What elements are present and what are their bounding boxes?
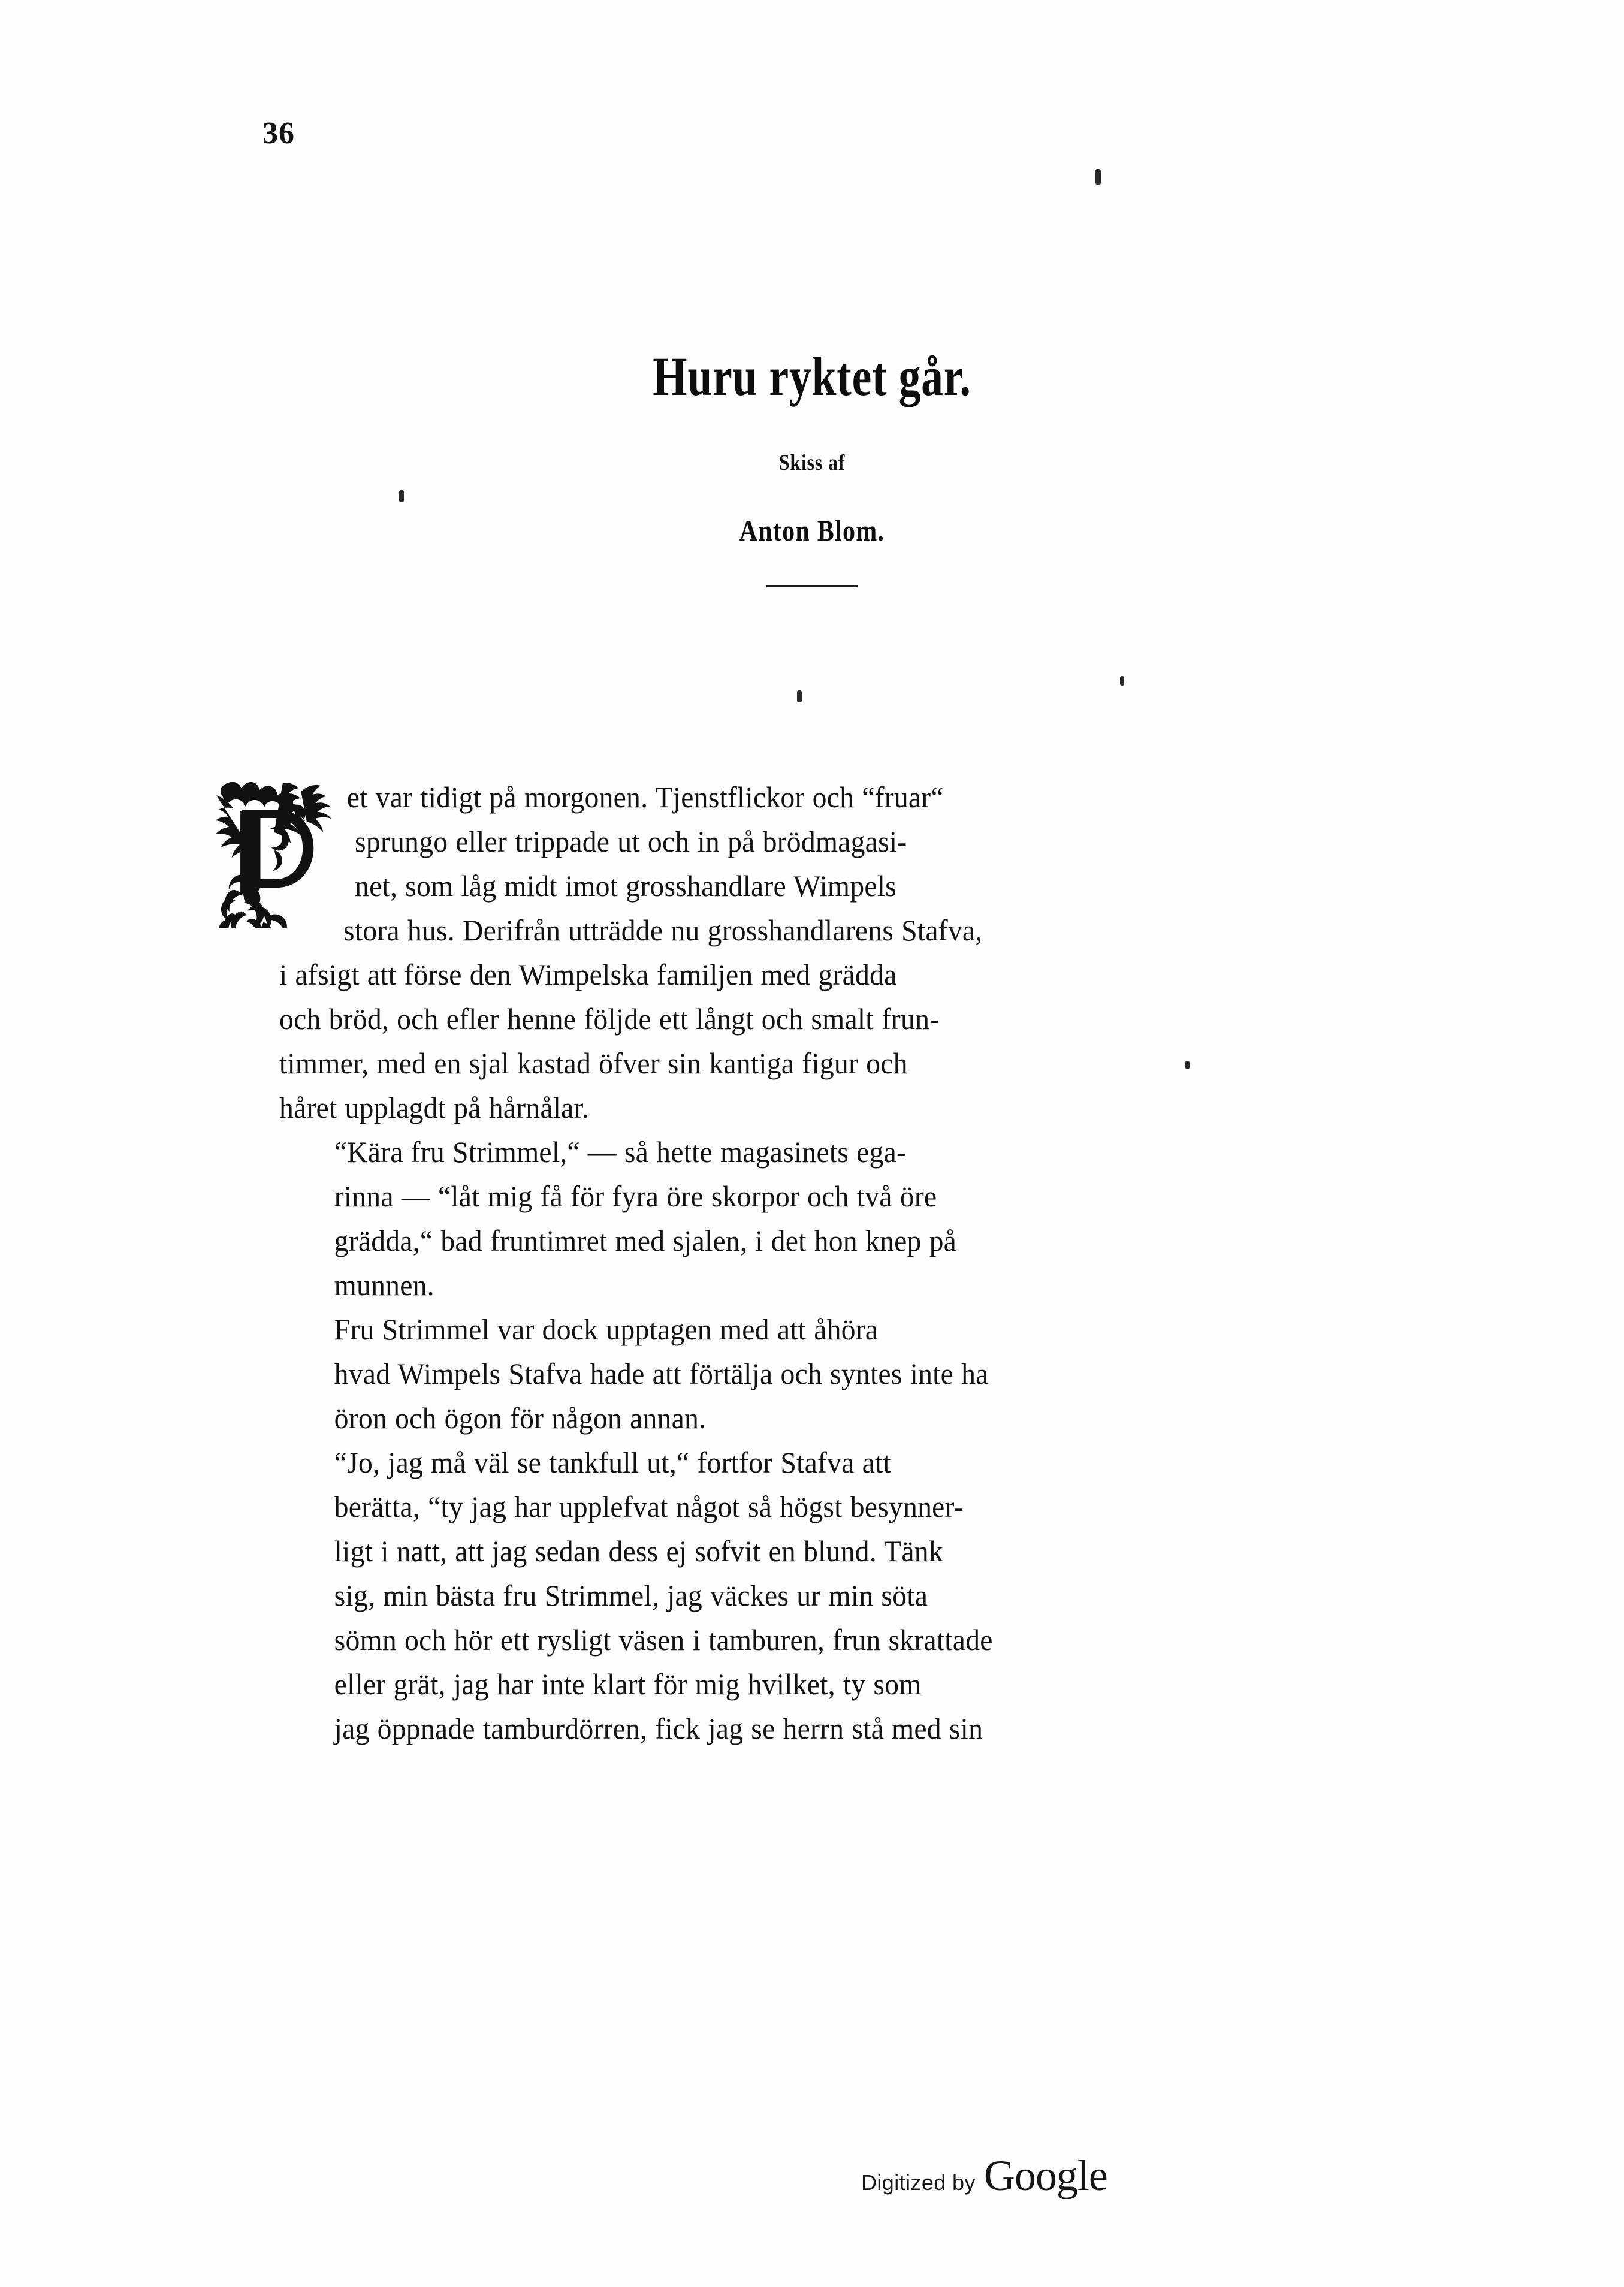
subtitle: Skiss af — [778, 450, 846, 475]
text-line: och bröd, och efler henne följde ett långt och smalt frun- — [279, 1002, 940, 1036]
text-line: öron och ögon för någon annan. — [334, 1401, 707, 1435]
scan-speck — [1095, 169, 1101, 185]
digitized-by-watermark — [861, 2154, 1107, 2197]
text-line: stora hus. Derifrån utträdde nu grosshandlarens Stafva, — [343, 913, 983, 947]
text-line: “Kära fru Strimmel,“ — så hette magasinets ega- — [334, 1135, 907, 1169]
text-line: hvad Wimpels Stafva hade att förtälja och syntes inte ha — [334, 1357, 989, 1390]
paragraph — [279, 775, 1260, 1130]
text-line: Fru Strimmel var dock upptagen med att åhöra — [334, 1313, 879, 1346]
scan-speck — [797, 690, 802, 702]
text-line: munnen. — [334, 1268, 434, 1302]
ornamental-d-icon — [215, 771, 336, 928]
text-line: eller grät, jag har inte klart för mig hvilket, ty som — [334, 1667, 922, 1701]
text-line: sig, min bästa fru Strimmel, jag väckes ur min söta — [334, 1579, 928, 1612]
watermark-prefix: Digitized by — [861, 2170, 976, 2195]
text-line: rinna — “låt mig få för fyra öre skorpor och två öre — [334, 1179, 937, 1213]
paragraph — [279, 1307, 1260, 1440]
text-line: berätta, “ty jag har upplefvat något så högst besynner- — [334, 1490, 964, 1523]
text-line: jag öppnade tamburdörren, fick jag se herrn stå med sin — [334, 1712, 983, 1745]
chapter-head — [0, 348, 1624, 587]
text-line: sömn och hör ett rysligt väsen i tamburen, frun skrattade — [334, 1623, 993, 1657]
text-line: sprungo eller trippade ut och in på brödmagasi- — [355, 825, 907, 858]
text-line: “Jo, jag må väl se tankfull ut,“ fortfor Stafva att — [334, 1446, 891, 1479]
text-line: timmer, med en sjal kastad öfver sin kantiga figur och — [279, 1046, 908, 1080]
paragraph — [279, 1440, 1260, 1751]
text-line: net, som låg midt imot grosshandlare Wimpels — [355, 869, 896, 903]
text-line: et var tidigt på morgonen. Tjenstflickor och “fruar“ — [346, 780, 944, 814]
author-name: Anton Blom. — [739, 513, 885, 547]
text-line: grädda,“ bad fruntimret med sjalen, i det hon knep på — [334, 1224, 957, 1257]
text-line: i afsigt att förse den Wimpelska familjen med grädda — [279, 958, 897, 991]
paragraph — [279, 1130, 1260, 1307]
scan-speck — [1120, 676, 1124, 686]
page-title: Huru ryktet går. — [653, 346, 971, 407]
text-line: håret upplagdt på hårnålar. — [279, 1091, 590, 1124]
text-line: ligt i natt, att jag sedan dess ej sofvit en blund. Tänk — [334, 1534, 943, 1568]
google-logo: Google — [983, 2152, 1107, 2199]
divider — [766, 585, 858, 587]
page-number: 36 — [262, 116, 295, 150]
body-text-column — [279, 775, 1306, 1751]
